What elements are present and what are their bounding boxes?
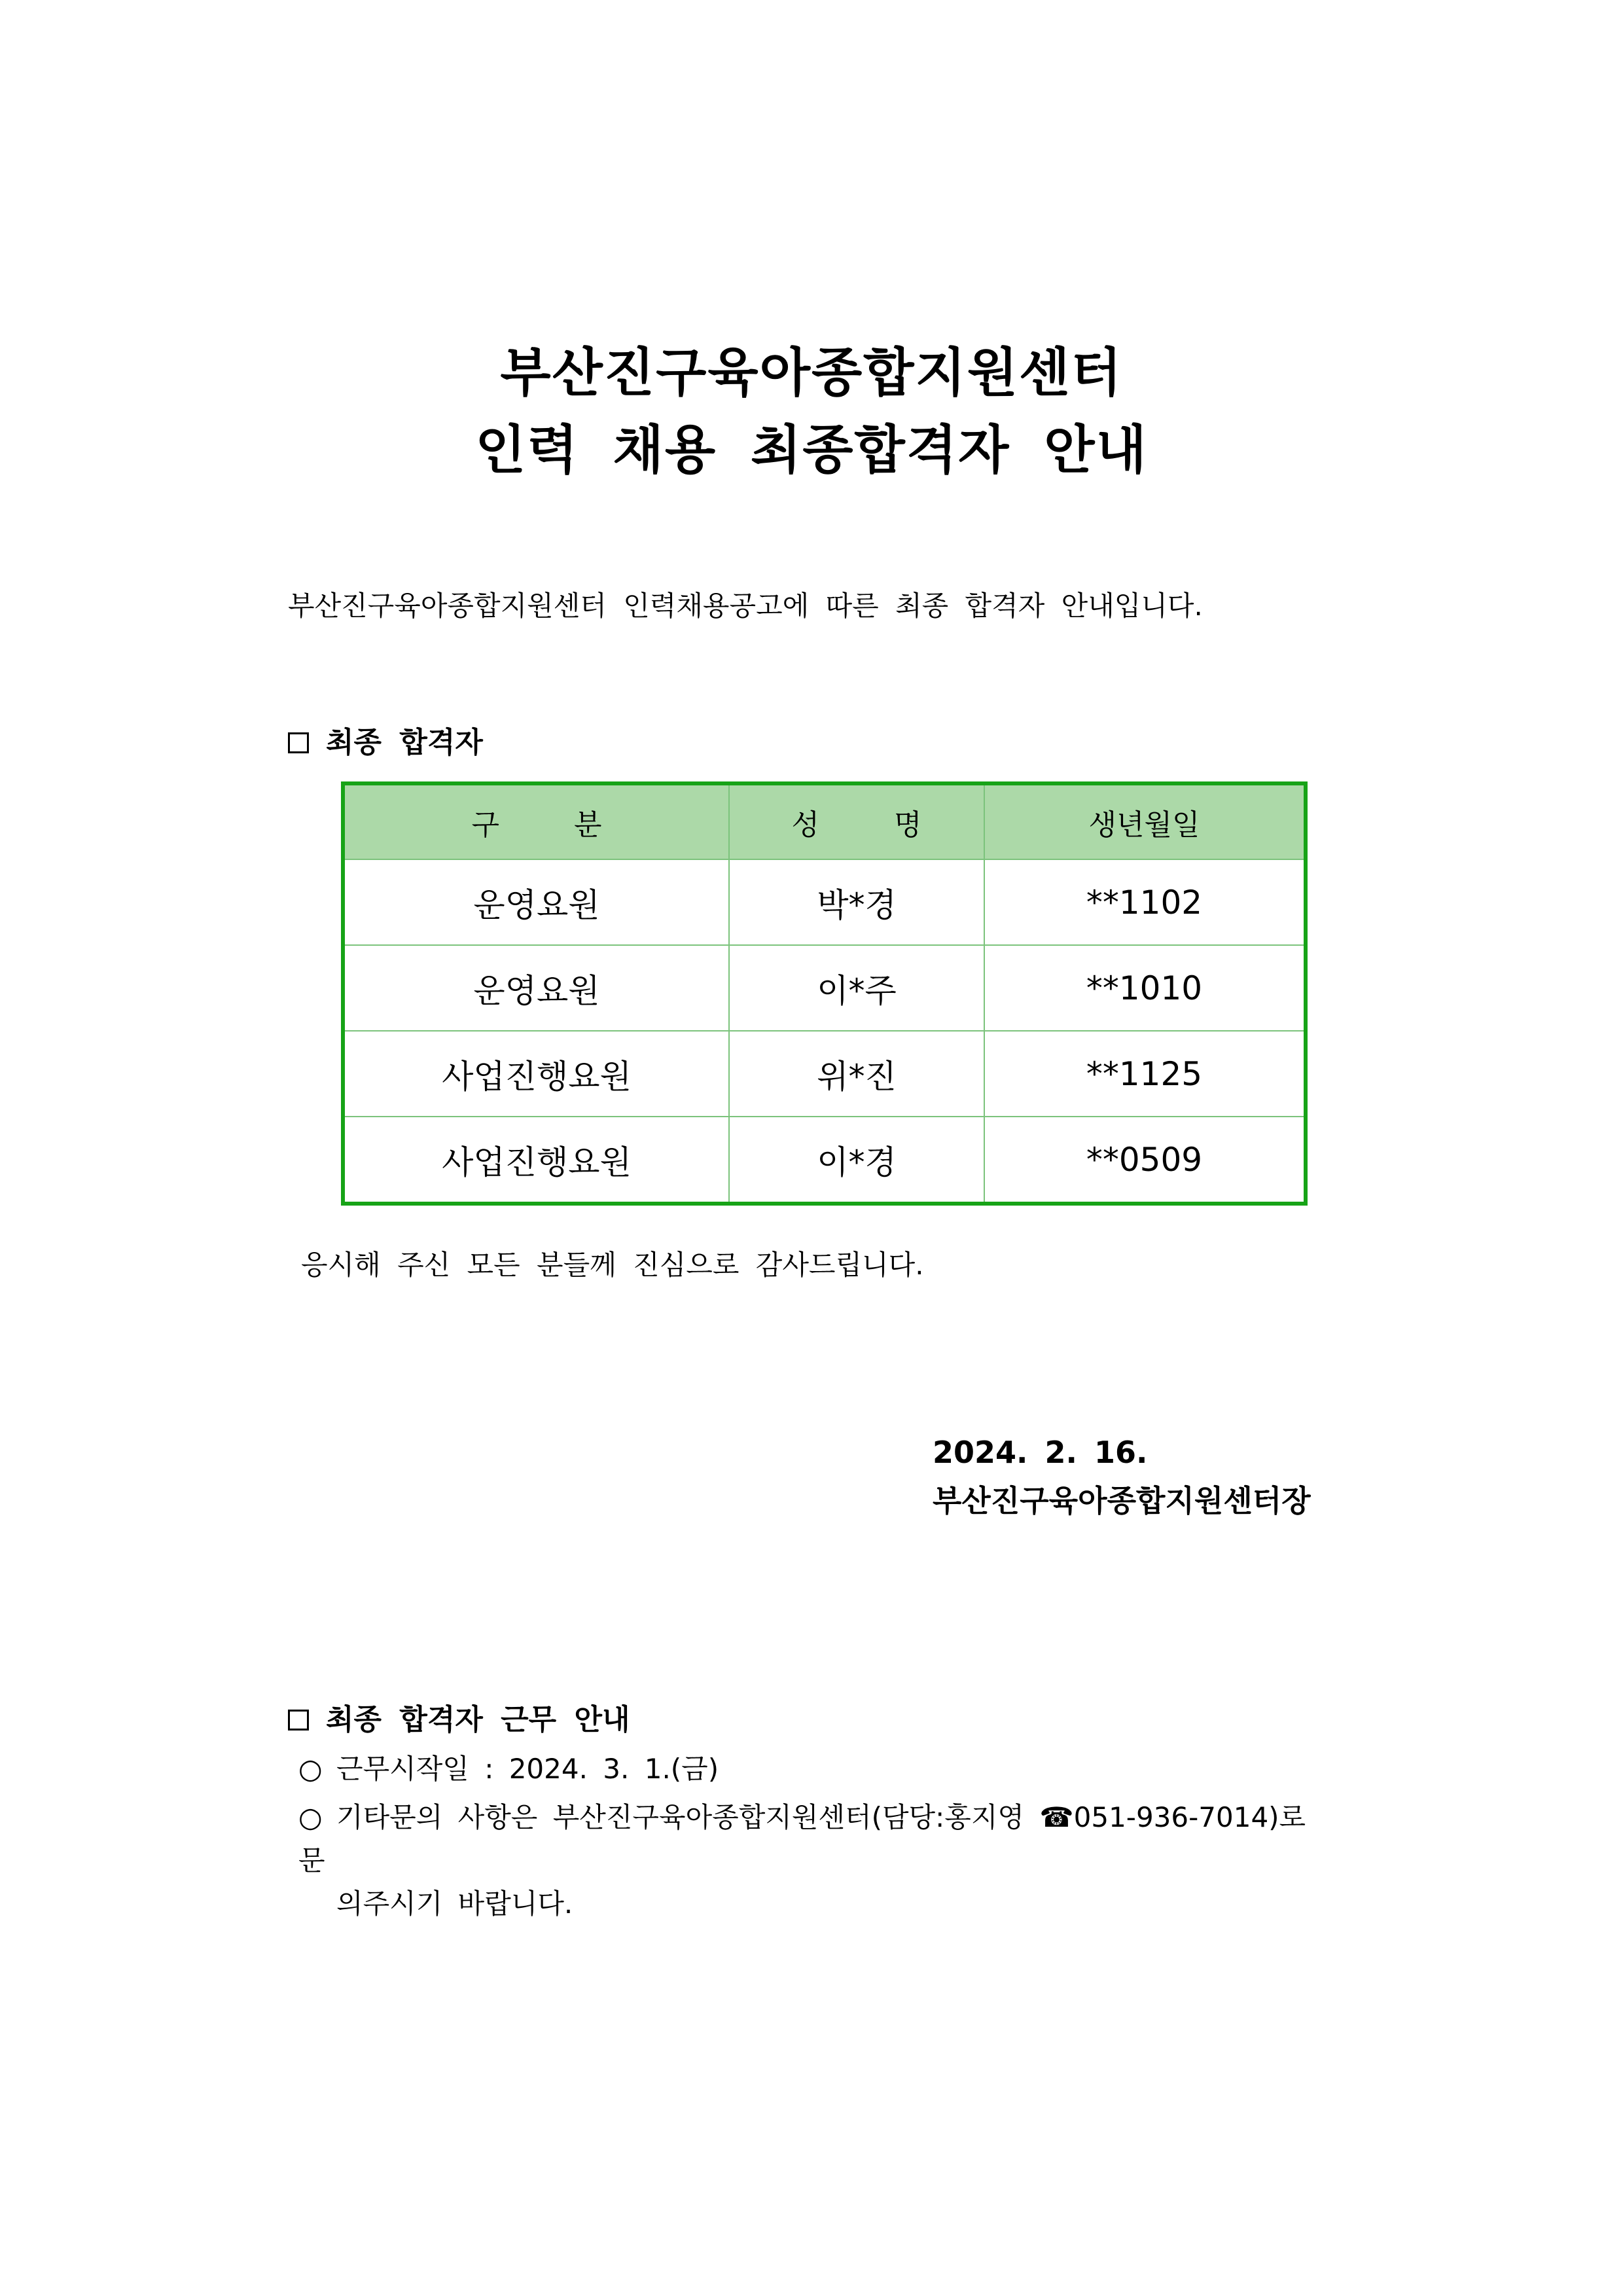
cell-birthdate: **0509 xyxy=(984,1117,1306,1204)
circle-bullet-icon: ○ xyxy=(298,1753,323,1785)
checkbox-icon xyxy=(288,732,309,753)
table-header-row xyxy=(343,783,1306,859)
circle-bullet-icon: ○ xyxy=(298,1801,323,1833)
document-signer: 부산진구육아종합지원센터장 xyxy=(933,1483,1311,1518)
cell-category: 사업진행요원 xyxy=(343,1117,729,1204)
list-item-contact xyxy=(298,1796,1319,1926)
intro-paragraph: 부산진구육아종합지원센터 인력채용공고에 따른 최종 합격자 안내입니다. xyxy=(288,590,1203,622)
document-title-line2: 인력 채용 최종합격자 안내 xyxy=(475,420,1148,480)
cell-name: 이*경 xyxy=(729,1117,984,1204)
cell-category: 운영요원 xyxy=(343,945,729,1031)
table-row xyxy=(343,1031,1306,1117)
cell-birthdate: **1102 xyxy=(984,859,1306,945)
header-category: 구 분 xyxy=(343,783,729,859)
checkbox-icon xyxy=(288,1710,309,1731)
cell-name: 이*주 xyxy=(729,945,984,1031)
document-title-line1: 부산진구육아종합지원센터 xyxy=(500,342,1123,403)
cell-birthdate: **1125 xyxy=(984,1031,1306,1117)
list-item-text-continued: 의주시기 바랍니다. xyxy=(336,1888,573,1920)
thanks-paragraph: 응시해 주신 모든 분들께 진심으로 감사드립니다. xyxy=(301,1249,924,1281)
section-heading-work-info xyxy=(288,1703,630,1736)
cell-category: 운영요원 xyxy=(343,859,729,945)
table-row xyxy=(343,945,1306,1031)
document-date: 2024. 2. 16. xyxy=(933,1435,1148,1470)
cell-name: 박*경 xyxy=(729,859,984,945)
list-item-text: 기타문의 사항은 부산진구육아종합지원센터(담당:홍지영 ☎051-936-7014)로 문 xyxy=(298,1801,1306,1876)
list-item-text: 근무시작일 : 2024. 3. 1.(금) xyxy=(336,1753,719,1785)
section-heading-final-candidates xyxy=(288,728,483,757)
cell-name: 위*진 xyxy=(729,1031,984,1117)
header-name: 성 명 xyxy=(729,783,984,859)
table-row xyxy=(343,1117,1306,1204)
final-candidates-table xyxy=(341,781,1308,1206)
cell-birthdate: **1010 xyxy=(984,945,1306,1031)
table-row xyxy=(343,859,1306,945)
section-heading-label: 최종 합격자 xyxy=(326,726,483,759)
list-item-start-date xyxy=(298,1748,1319,1791)
header-birthdate: 생년월일 xyxy=(984,783,1306,859)
cell-category: 사업진행요원 xyxy=(343,1031,729,1117)
section-heading-label: 최종 합격자 근무 안내 xyxy=(326,1703,630,1736)
